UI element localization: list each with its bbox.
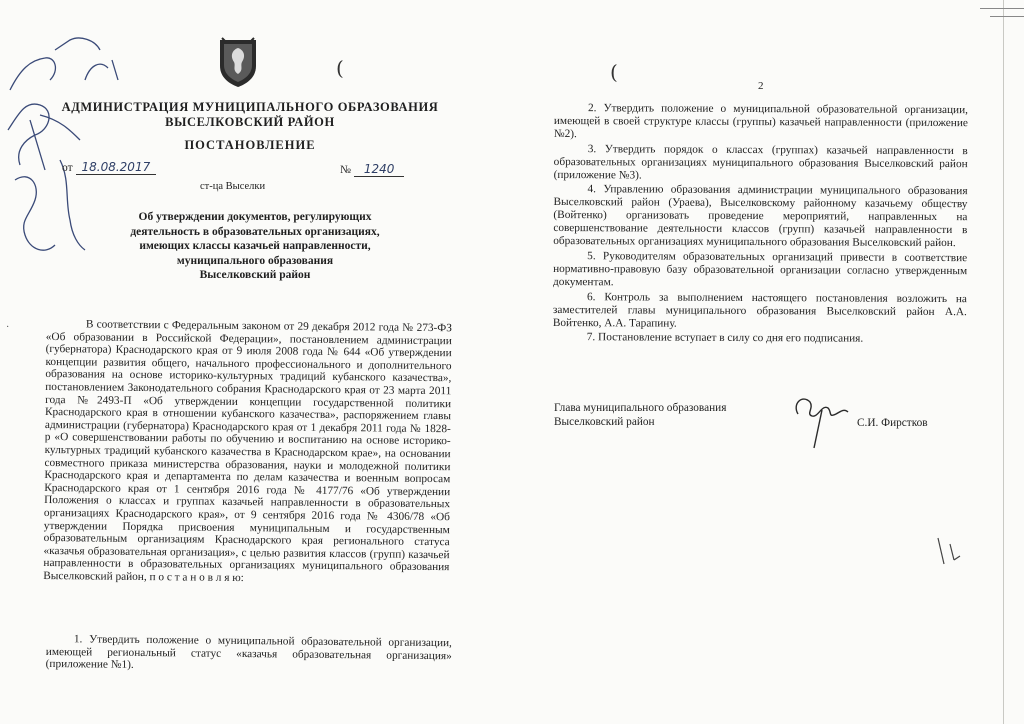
role-line: Выселковский район [554,415,655,428]
date-row [62,160,156,174]
edge-line [990,16,1024,17]
document-subject [110,210,400,283]
signature-mark [788,384,858,454]
clause-3: 3. Утвердить порядок о классах (группах) казачьей направленности в образовательных организациях муниципального образования Выселковский район (приложение №3). [553,142,968,181]
subject-line: муниципального образования [176,254,334,267]
hole-punch-mark: ( [336,56,344,80]
margin-mark: · [6,322,10,333]
signatory-name: С.И. Фирстков [857,417,928,429]
edge-line [980,8,1024,9]
role-line: Глава муниципального образования [554,402,727,414]
clause-5: 5. Руководителям образовательных организаций привести в соответствие нормативно-правовую базу образовательной организации согласно утвержденным документам. [553,250,968,289]
number-row [340,162,404,176]
place: ст-ца Выселки [200,181,266,192]
subject-line: имеющих классы казачьей направленности, [139,240,371,252]
clause-6: 6. Контроль за выполнением настоящего постановления возложить на заместителей главы муниципального образования Выселковский район А.А. Войтенко, А.А. Тарапину. [552,290,968,330]
preamble-paragraph: В соответствии с Федеральным законом от 29 декабря 2012 года № 273-ФЗ «Об образовании в Российской Федерации», постановлением администрации (губернатора) Краснодарского края от 9 июля 2008 года № 644 «Об утверждении концепции развития общего, начального профессионального и дополнительного образования на основе историко-культурных традиций кубанского казачества», постановлением Законодательного собрания Краснодарского края от 23 марта 2011 года №2493-П «Об утверждении концепции государственной политики Краснодарского края в отношении кубанского казачества», распоряжением главы администрации (губернатора) Краснодарского края от 1 декабря 2011 года № 1828-р «О совершенствовании работы по обучению и воспитанию на основе историко-культурных традиций кубанского казачества в Краснодарском крае», на основании совместного приказа министерства образования, науки и молодежной политики Краснодарского края и департамента по делам казачества и военным вопросам Краснодарского края от 1 сентября 2016 года № 4177/76 «Об утверждении Положения о классах и группах казачьей направленности в образовательных организациях Краснодарского края», от 9 сентября 2016 года № 4306/78 «Об утверждении Порядка присвоения муниципальным и государственным образовательным организациям Краснодарского края регионального статуса «казачья образовательная организация», с целью развития классов (групп) казачьей направленности в образовательных организациях муниципального образования Выселковский район, п о с т а н о в л я ю: [43,318,452,584]
hole-punch-mark: ( [610,60,618,84]
date-prefix: от [62,162,73,174]
number-prefix: № [340,164,351,176]
document-type: ПОСТАНОВЛЕНИЕ [184,138,316,152]
clause-2: 2. Утвердить положение о муниципальной образовательной организации, имеющей в своей структуре классы (группы) казачьей направленности (приложение №2). [553,102,968,140]
signatory-role [554,402,726,429]
clauses-list [553,102,968,348]
clause-1: 1. Утвердить положение о муниципальной образовательной организации, имеющей региональный статус «казачья образовательная организация» (приложение №1). [45,633,452,672]
subject-line: деятельность в образовательных организациях, [130,225,380,238]
issuer-line: ВЫСЕЛКОВСКИЙ РАЙОН [165,115,335,129]
clause-4: 4. Управлению образования администрации муниципального образования Выселковский район (Ураева), Выселковскому районному казачьему обществу (Войтенко) организовать проведение мероприятий, направленных на совершенствование деятельности классов (групп) казачьей направленности в образовательных организациях муниципального образования Выселковский район. [553,183,968,250]
margin-mark [930,530,970,570]
page-edge [1003,0,1004,724]
issuer-title [60,100,440,130]
subject-line: Выселковский район [199,269,311,281]
subject-line: Об утверждении документов, регулирующих [138,211,372,223]
issuer-line: АДМИНИСТРАЦИЯ МУНИЦИПАЛЬНОГО ОБРАЗОВАНИЯ [61,100,439,114]
clause-7: 7. Постановление вступает в силу со дня его подписания. [586,331,864,346]
page-number: 2 [758,80,764,92]
number-value: 1240 [354,162,405,177]
date-value: 18.08.2017 [76,160,157,175]
coat-of-arms-icon [216,36,260,88]
